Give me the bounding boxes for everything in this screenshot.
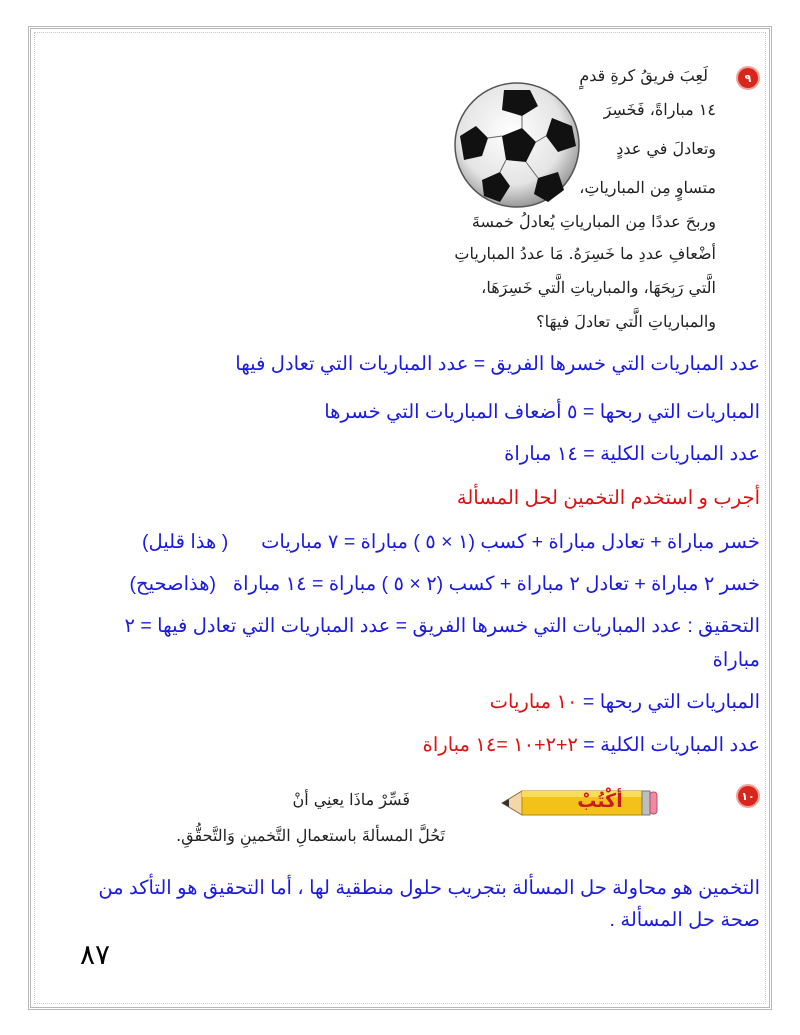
- problem-9-line-8: والمبارياتِ الَّتي تعادلَ فيهَا؟: [536, 312, 716, 331]
- problem-10-number-badge: ١٠: [738, 786, 758, 806]
- solution-line-3: عدد المباريات الكلية = ١٤ مباراة: [504, 443, 760, 465]
- solution-line-2: المباريات التي ربحها = ٥ أضعاف المباريات التي خسرها: [324, 401, 760, 423]
- problem-9-line-5: وربحَ عددًا مِن المبارياتِ يُعادلُ خمسةَ: [471, 212, 716, 231]
- write-label: أكْتُبْ: [577, 790, 623, 812]
- problem-9-line-2: ١٤ مباراةً، فَخَسِرَ: [603, 100, 716, 119]
- problem-9-line-7: الَّتي رَبِحَهَا، والمبارياتِ الَّتي خَسِرَهَا،: [481, 278, 716, 297]
- problem-9-line-4: متساوٍ مِن المبارياتِ،: [579, 178, 716, 197]
- guess-2-equation: خسر ٢ مباراة + تعادل ٢ مباراة + كسب (٢ × ٥ ) مباراة = ١٤ مباراة: [232, 573, 760, 595]
- solution-check-line-1: التحقيق : عدد المباريات التي خسرها الفريق = عدد المباريات التي تعادل فيها = ٢: [124, 615, 760, 637]
- page-number: ٨٧: [80, 939, 111, 970]
- solution-line-1: عدد المباريات التي خسرها الفريق = عدد المباريات التي تعادل فيها: [235, 353, 760, 375]
- solution-guess-2: [130, 572, 761, 596]
- total-games-value: ٢+٢+١٠ =١٤ مباراة: [422, 734, 578, 756]
- problem-10-line-1: فَسِّرْ ماذَا يعنِي أنْ: [292, 790, 410, 809]
- guess-1-equation: خسر مباراة + تعادل مباراة + كسب (١ × ٥ ) مباراة = ٧ مباريات: [261, 531, 760, 553]
- answer-10-line-1: التخمين هو محاولة حل المسألة بتجريب حلول منطقية لها ، أما التحقيق هو التأكد من: [98, 877, 760, 899]
- soccer-ball-image: [452, 80, 582, 210]
- problem-9-line-1: لَعِبَ فريقُ كرةِ قدمٍ: [579, 66, 708, 85]
- solution-guess-1: [142, 530, 760, 554]
- solution-line-4-strategy: أجرب و استخدم التخمين لحل المسألة: [456, 487, 760, 509]
- problem-10-line-2: تَحُلَّ المسألةَ باستعمالِ التَّخمينِ وَالتَّحقُّقِ.: [176, 826, 445, 845]
- guess-1-note: ( هذا قليل): [142, 531, 229, 553]
- total-games-label: عدد المباريات الكلية =: [577, 734, 760, 756]
- solution-check-line-2: مباراة: [712, 649, 760, 671]
- guess-2-note: (هذاصحيح): [129, 573, 217, 595]
- solution-won-games: [490, 690, 760, 714]
- problem-9-line-3: وتعادلَ في عددٍ: [616, 139, 716, 158]
- problem-9-number-badge: ٩: [738, 68, 758, 88]
- won-games-value: ١٠ مباريات: [489, 691, 578, 713]
- answer-10-line-2: صحة حل المسألة .: [609, 909, 760, 931]
- solution-total-games: [423, 733, 760, 757]
- problem-9-line-6: أضْعافِ عددِ ما خَسِرَهُ. مَا عددُ المبارياتِ: [454, 244, 716, 263]
- won-games-label: المباريات التي ربحها =: [577, 691, 760, 713]
